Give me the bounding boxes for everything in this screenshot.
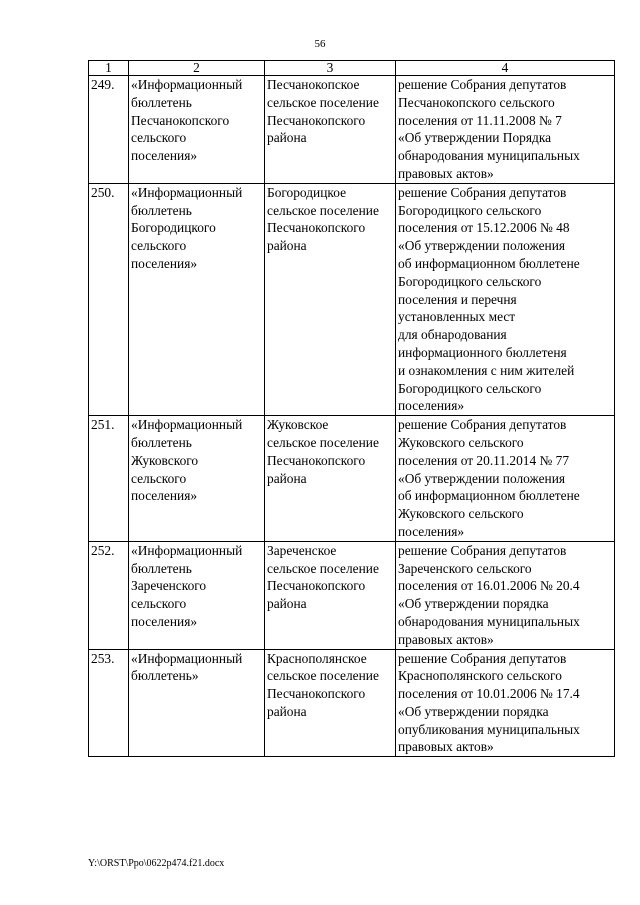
cell-settlement-line: Песчанокопское (267, 77, 360, 92)
cell-decision-line: поселения» (398, 398, 465, 414)
cell-settlement-line: Песчанокопского (267, 578, 366, 594)
cell-decision-line: правовых актов» (398, 739, 494, 755)
cell-publication-name-line: Песчанокопского (131, 112, 230, 128)
cell-decision-line: Жуковского сельского (398, 434, 524, 450)
cell-decision-line: для обнародования (398, 327, 507, 343)
table-header-row (89, 61, 615, 76)
cell-publication-name-line: «Информационный (131, 184, 243, 200)
cell-publication-name-line: «Информационный (131, 417, 243, 433)
cell-decision-line: Жуковского сельского (398, 506, 524, 522)
cell-publication-name-line: бюллетень (131, 202, 192, 218)
cell-decision-line: решение Собрания депутатов (398, 542, 567, 558)
cell-decision-line: об информационном бюллетене (398, 255, 580, 271)
cell-publication-name (129, 416, 265, 542)
cell-decision-line: информационного бюллетеня (398, 344, 567, 360)
cell-decision-line: решение Собрания депутатов (398, 184, 567, 200)
cell-decision-line: правовых актов» (398, 631, 494, 647)
cell-publication-name (129, 76, 265, 184)
cell-row-number: 253. (89, 649, 129, 757)
cell-decision (396, 649, 615, 757)
cell-decision (396, 76, 615, 184)
cell-decision-line: «Об утверждении порядка (398, 703, 549, 719)
cell-row-number: 252. (89, 541, 129, 649)
cell-publication-name-line: «Информационный (131, 542, 243, 558)
cell-settlement (265, 416, 396, 542)
cell-decision-line: Богородицкого сельского (398, 273, 542, 289)
footer-file-path: Y:\ORST\Ppo\0622p474.f21.docx (88, 858, 225, 869)
table-row (89, 76, 615, 184)
column-header-name: 2 (129, 61, 265, 76)
cell-decision-line: поселения от 15.12.2006 № 48 (398, 220, 570, 236)
cell-row-number: 251. (89, 416, 129, 542)
cell-decision-line: «Об утверждении порядка (398, 596, 549, 612)
cell-publication-name (129, 649, 265, 757)
cell-decision-line: поселения от 10.01.2006 № 17.4 (398, 686, 580, 702)
cell-decision-line: обнародования муниципальных (398, 148, 580, 164)
cell-publication-name-line: Богородицкого (131, 220, 216, 236)
cell-settlement (265, 183, 396, 415)
cell-publication-name-line: бюллетень (131, 94, 192, 110)
cell-decision-line: опубликования муниципальных (398, 721, 580, 737)
column-header-number: 1 (89, 61, 129, 76)
cell-publication-name-line: поселения» (131, 613, 198, 629)
cell-settlement-line: сельское поселение (267, 560, 379, 576)
column-header-decision: 4 (396, 61, 615, 76)
cell-decision (396, 416, 615, 542)
cell-publication-name-line: поселения» (131, 255, 198, 271)
cell-publication-name-line: «Информационный (131, 650, 243, 666)
table-row (89, 183, 615, 415)
cell-publication-name-line: Зареченского (131, 578, 207, 594)
cell-publication-name-line: сельского (131, 470, 187, 486)
cell-publication-name-line: сельского (131, 130, 187, 146)
cell-settlement-line: сельское поселение (267, 668, 379, 684)
table-body (89, 76, 615, 757)
cell-decision-line: об информационном бюллетене (398, 488, 580, 504)
cell-row-number: 250. (89, 183, 129, 415)
cell-settlement-line: сельское поселение (267, 434, 379, 450)
cell-publication-name-line: сельского (131, 238, 187, 254)
cell-settlement-line: Песчанокопского (267, 220, 366, 236)
cell-decision-line: Богородицкого сельского (398, 380, 542, 396)
cell-publication-name (129, 183, 265, 415)
cell-publication-name (129, 541, 265, 649)
cell-decision (396, 541, 615, 649)
cell-settlement-line: сельское поселение (267, 94, 379, 110)
cell-decision-line: Краснополянского сельского (398, 668, 562, 684)
cell-decision-line: «Об утверждении положения (398, 470, 566, 486)
cell-decision-line: решение Собрания депутатов (398, 417, 567, 433)
cell-settlement-line: Богородицкое (267, 184, 347, 200)
cell-decision-line: Богородицкого сельского (398, 202, 542, 218)
cell-decision-line: Зареченского сельского (398, 560, 532, 576)
cell-decision-line: установленных мест (398, 309, 516, 325)
cell-row-number: 249. (89, 76, 129, 184)
cell-decision-line: поселения и перечня (398, 291, 517, 307)
cell-publication-name-line: бюллетень» (131, 668, 199, 684)
cell-settlement-line: района (267, 130, 307, 146)
cell-settlement-line: района (267, 470, 307, 486)
table-row (89, 541, 615, 649)
cell-decision-line: Песчанокопского сельского (398, 94, 555, 110)
cell-decision-line: поселения от 16.01.2006 № 20.4 (398, 578, 580, 594)
cell-settlement-line: района (267, 238, 307, 254)
cell-settlement (265, 76, 396, 184)
page-number: 56 (314, 38, 326, 50)
cell-settlement-line: Песчанокопского (267, 686, 366, 702)
cell-settlement-line: Краснополянское (267, 650, 367, 666)
registry-table (88, 60, 615, 757)
cell-publication-name-line: Жуковского (131, 452, 199, 468)
cell-publication-name-line: «Информационный (131, 77, 243, 92)
cell-decision-line: обнародования муниципальных (398, 613, 580, 629)
column-header-settlement: 3 (265, 61, 396, 76)
cell-decision (396, 183, 615, 415)
cell-settlement-line: Зареченское (267, 542, 337, 558)
cell-settlement-line: района (267, 596, 307, 612)
cell-decision-line: поселения от 20.11.2014 № 77 (398, 452, 570, 468)
cell-decision-line: решение Собрания депутатов (398, 77, 567, 92)
cell-settlement-line: района (267, 703, 307, 719)
cell-publication-name-line: поселения» (131, 148, 198, 164)
cell-publication-name-line: бюллетень (131, 560, 192, 576)
cell-decision-line: и ознакомления с ним жителей (398, 362, 575, 378)
cell-settlement (265, 649, 396, 757)
cell-publication-name-line: бюллетень (131, 434, 192, 450)
cell-settlement-line: сельское поселение (267, 202, 379, 218)
table-row (89, 416, 615, 542)
cell-settlement (265, 541, 396, 649)
cell-publication-name-line: сельского (131, 596, 187, 612)
cell-decision-line: поселения от 11.11.2008 № 7 (398, 112, 562, 128)
cell-decision-line: поселения» (398, 523, 465, 539)
cell-decision-line: решение Собрания депутатов (398, 650, 567, 666)
cell-settlement-line: Песчанокопского (267, 112, 366, 128)
cell-settlement-line: Песчанокопского (267, 452, 366, 468)
cell-publication-name-line: поселения» (131, 488, 198, 504)
cell-decision-line: правовых актов» (398, 165, 494, 181)
cell-decision-line: «Об утверждении Порядка (398, 130, 552, 146)
cell-settlement-line: Жуковское (267, 417, 329, 433)
table-row (89, 649, 615, 757)
cell-decision-line: «Об утверждении положения (398, 238, 566, 254)
